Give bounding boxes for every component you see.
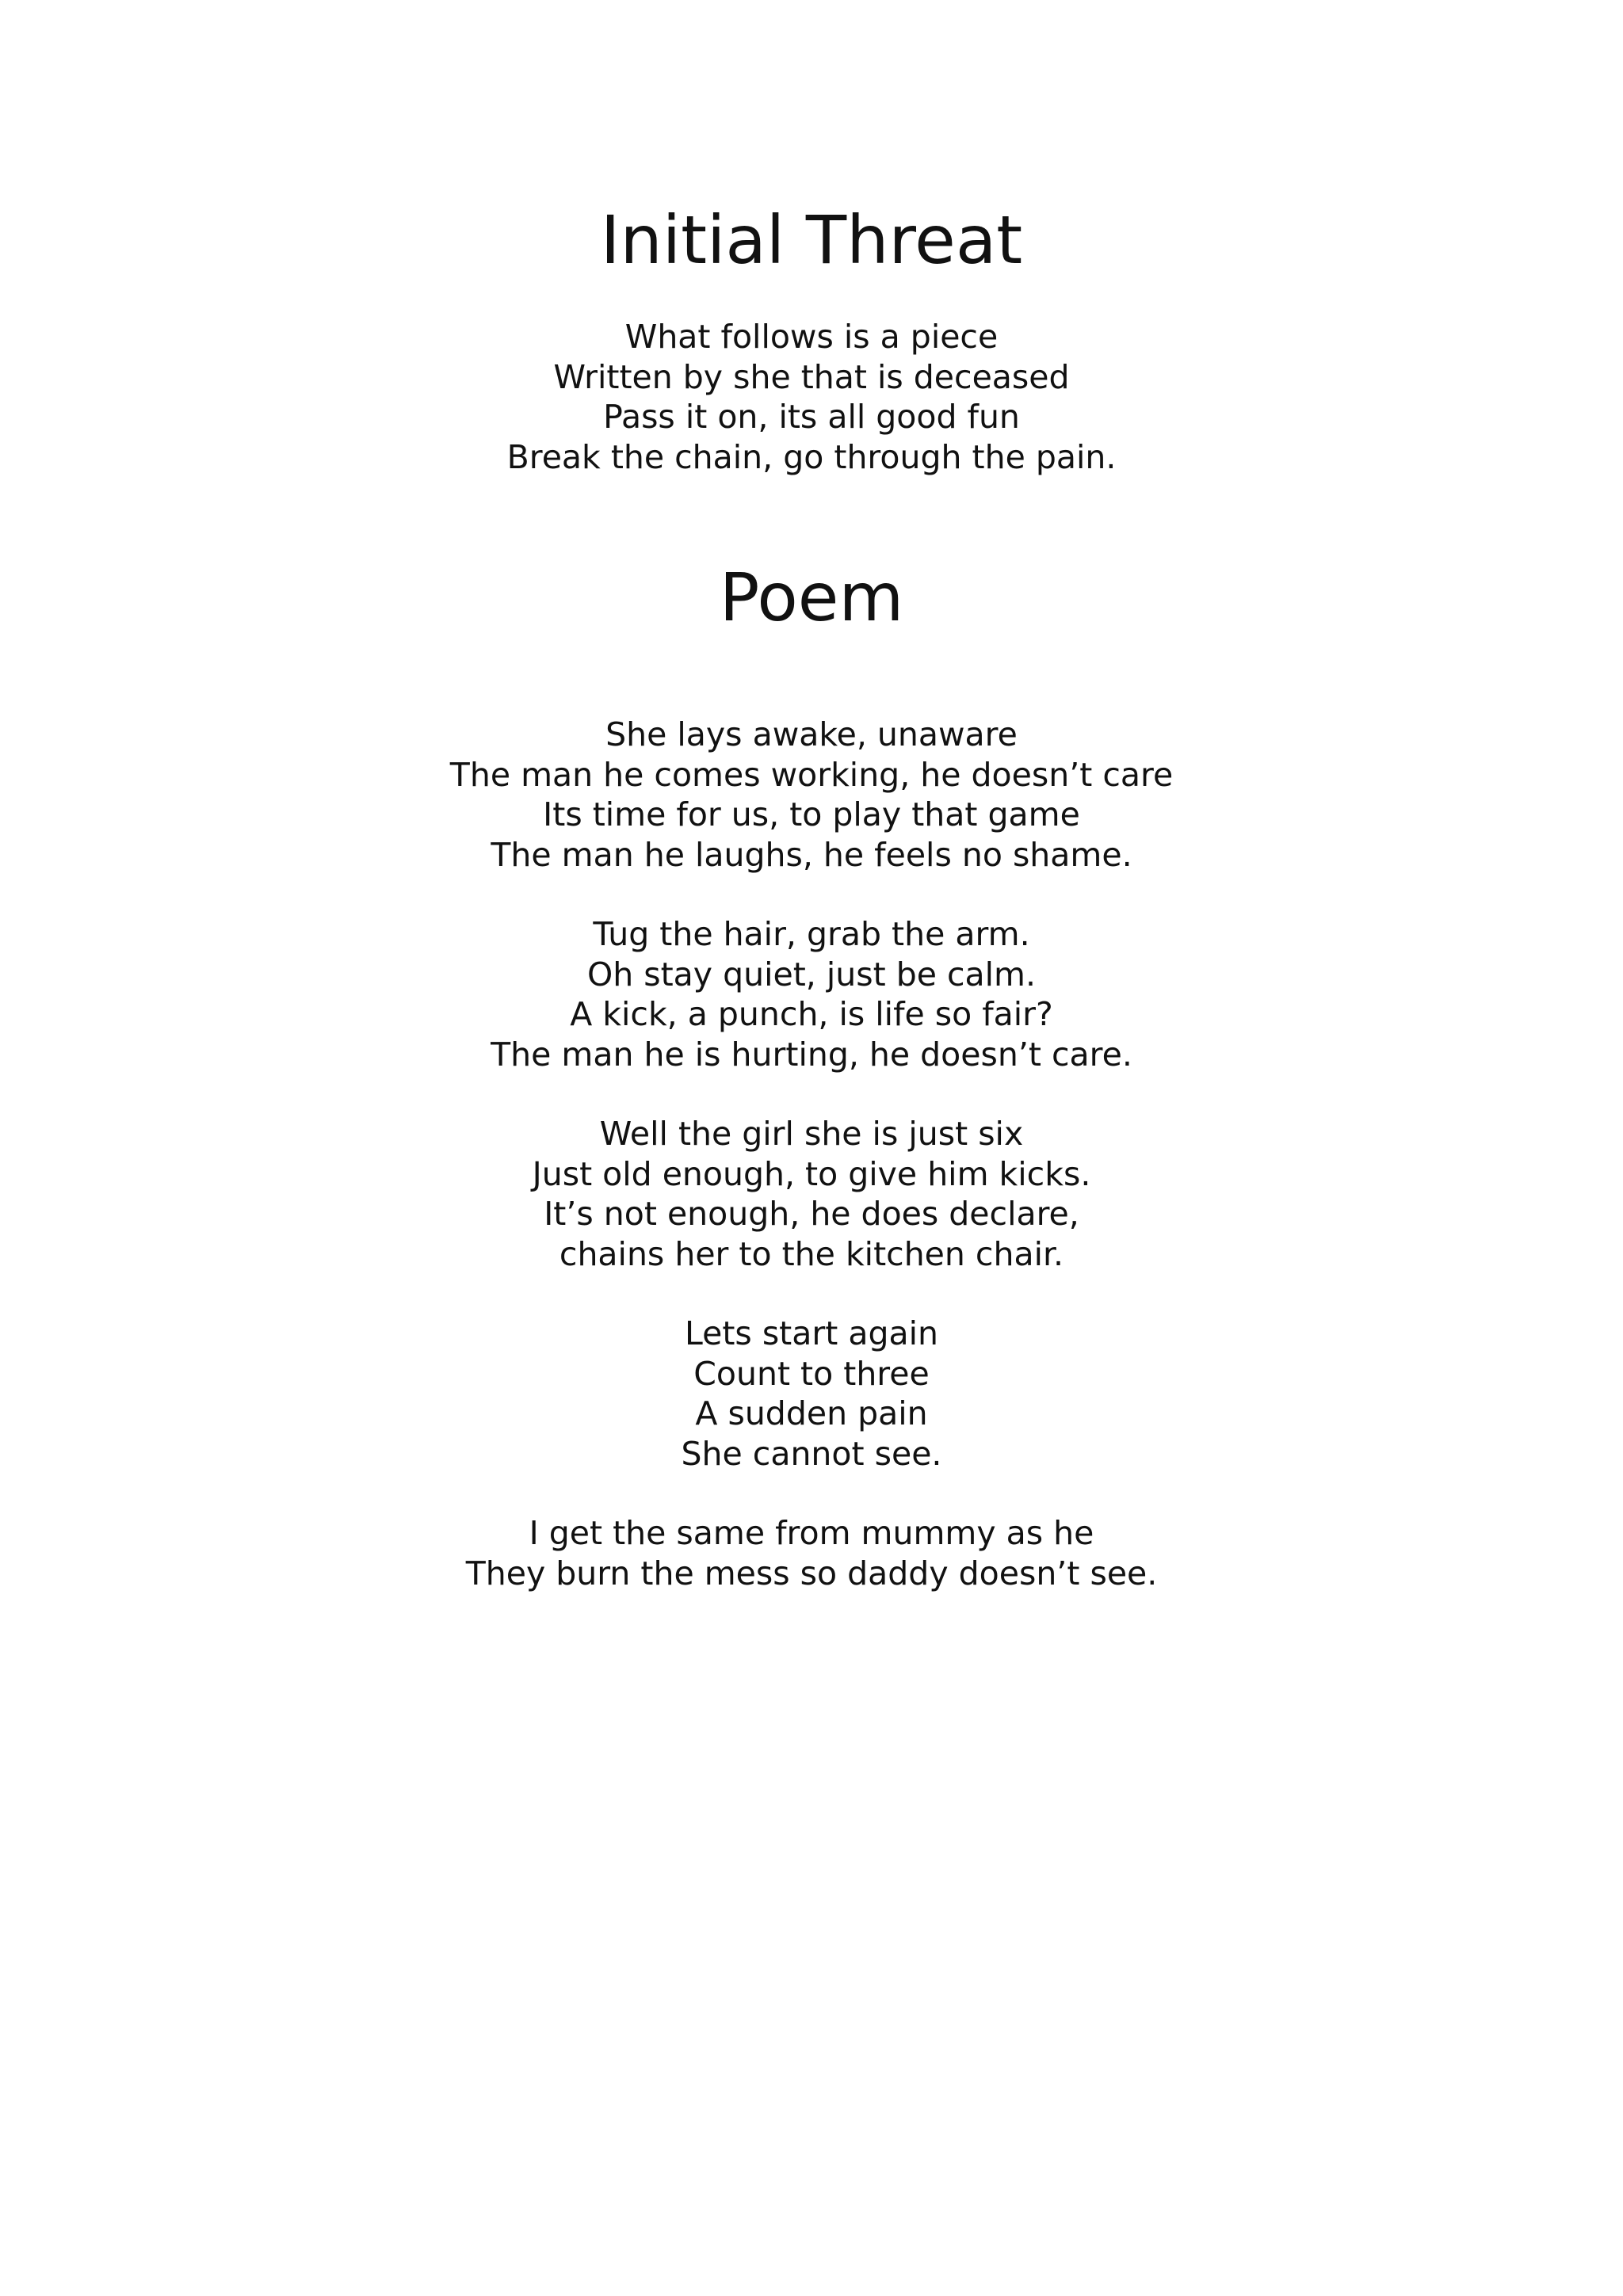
stanza-line: I get the same from mummy as he <box>529 1514 1094 1552</box>
stanza-line: Its time for us, to play that game <box>543 795 1080 833</box>
stanza-line: Oh stay quiet, just be calm. <box>586 955 1037 994</box>
stanza-line: What follows is a piece <box>624 318 999 356</box>
initial-threat-stanza <box>0 317 1623 477</box>
stanza-line: Just old enough, to give him kicks. <box>532 1154 1091 1193</box>
stanza-line: They burn the mess so daddy doesn’t see. <box>465 1554 1158 1592</box>
stanza-line: Break the chain, go through the pain. <box>506 437 1117 476</box>
stanza-line: She lays awake, unaware <box>605 715 1018 753</box>
stanza-line: Pass it on, its all good fun <box>603 398 1020 436</box>
stanza-line: Written by she that is deceased <box>553 357 1070 396</box>
stanza-line: Tug the hair, grab the arm. <box>593 915 1030 953</box>
stanza-line: Well the girl she is just six <box>599 1115 1024 1153</box>
initial-threat-heading: Initial Threat <box>600 201 1023 279</box>
stanza-line: Lets start again <box>685 1314 938 1352</box>
poem-stanza-4 <box>0 1314 1623 1474</box>
poem-stanza-1 <box>0 715 1623 875</box>
poem-stanza-3 <box>0 1114 1623 1274</box>
stanza-line: chains her to the kitchen chair. <box>559 1234 1064 1273</box>
stanza-line: The man he comes working, he doesn’t care <box>449 755 1174 794</box>
poem-stanza-2 <box>0 914 1623 1074</box>
stanza-line: It’s not enough, he does declare, <box>544 1195 1079 1233</box>
stanza-line: A kick, a punch, is life so fair? <box>570 995 1053 1033</box>
stanza-line: Count to three <box>693 1354 930 1393</box>
poem-stanza-5 <box>0 1513 1623 1593</box>
poem-heading: Poem <box>719 559 904 636</box>
stanza-line: A sudden pain <box>695 1394 928 1432</box>
stanza-line: The man he laughs, he feels no shame. <box>491 835 1132 874</box>
stanza-line: The man he is hurting, he doesn’t care. <box>491 1035 1132 1074</box>
stanza-line: She cannot see. <box>681 1434 942 1473</box>
